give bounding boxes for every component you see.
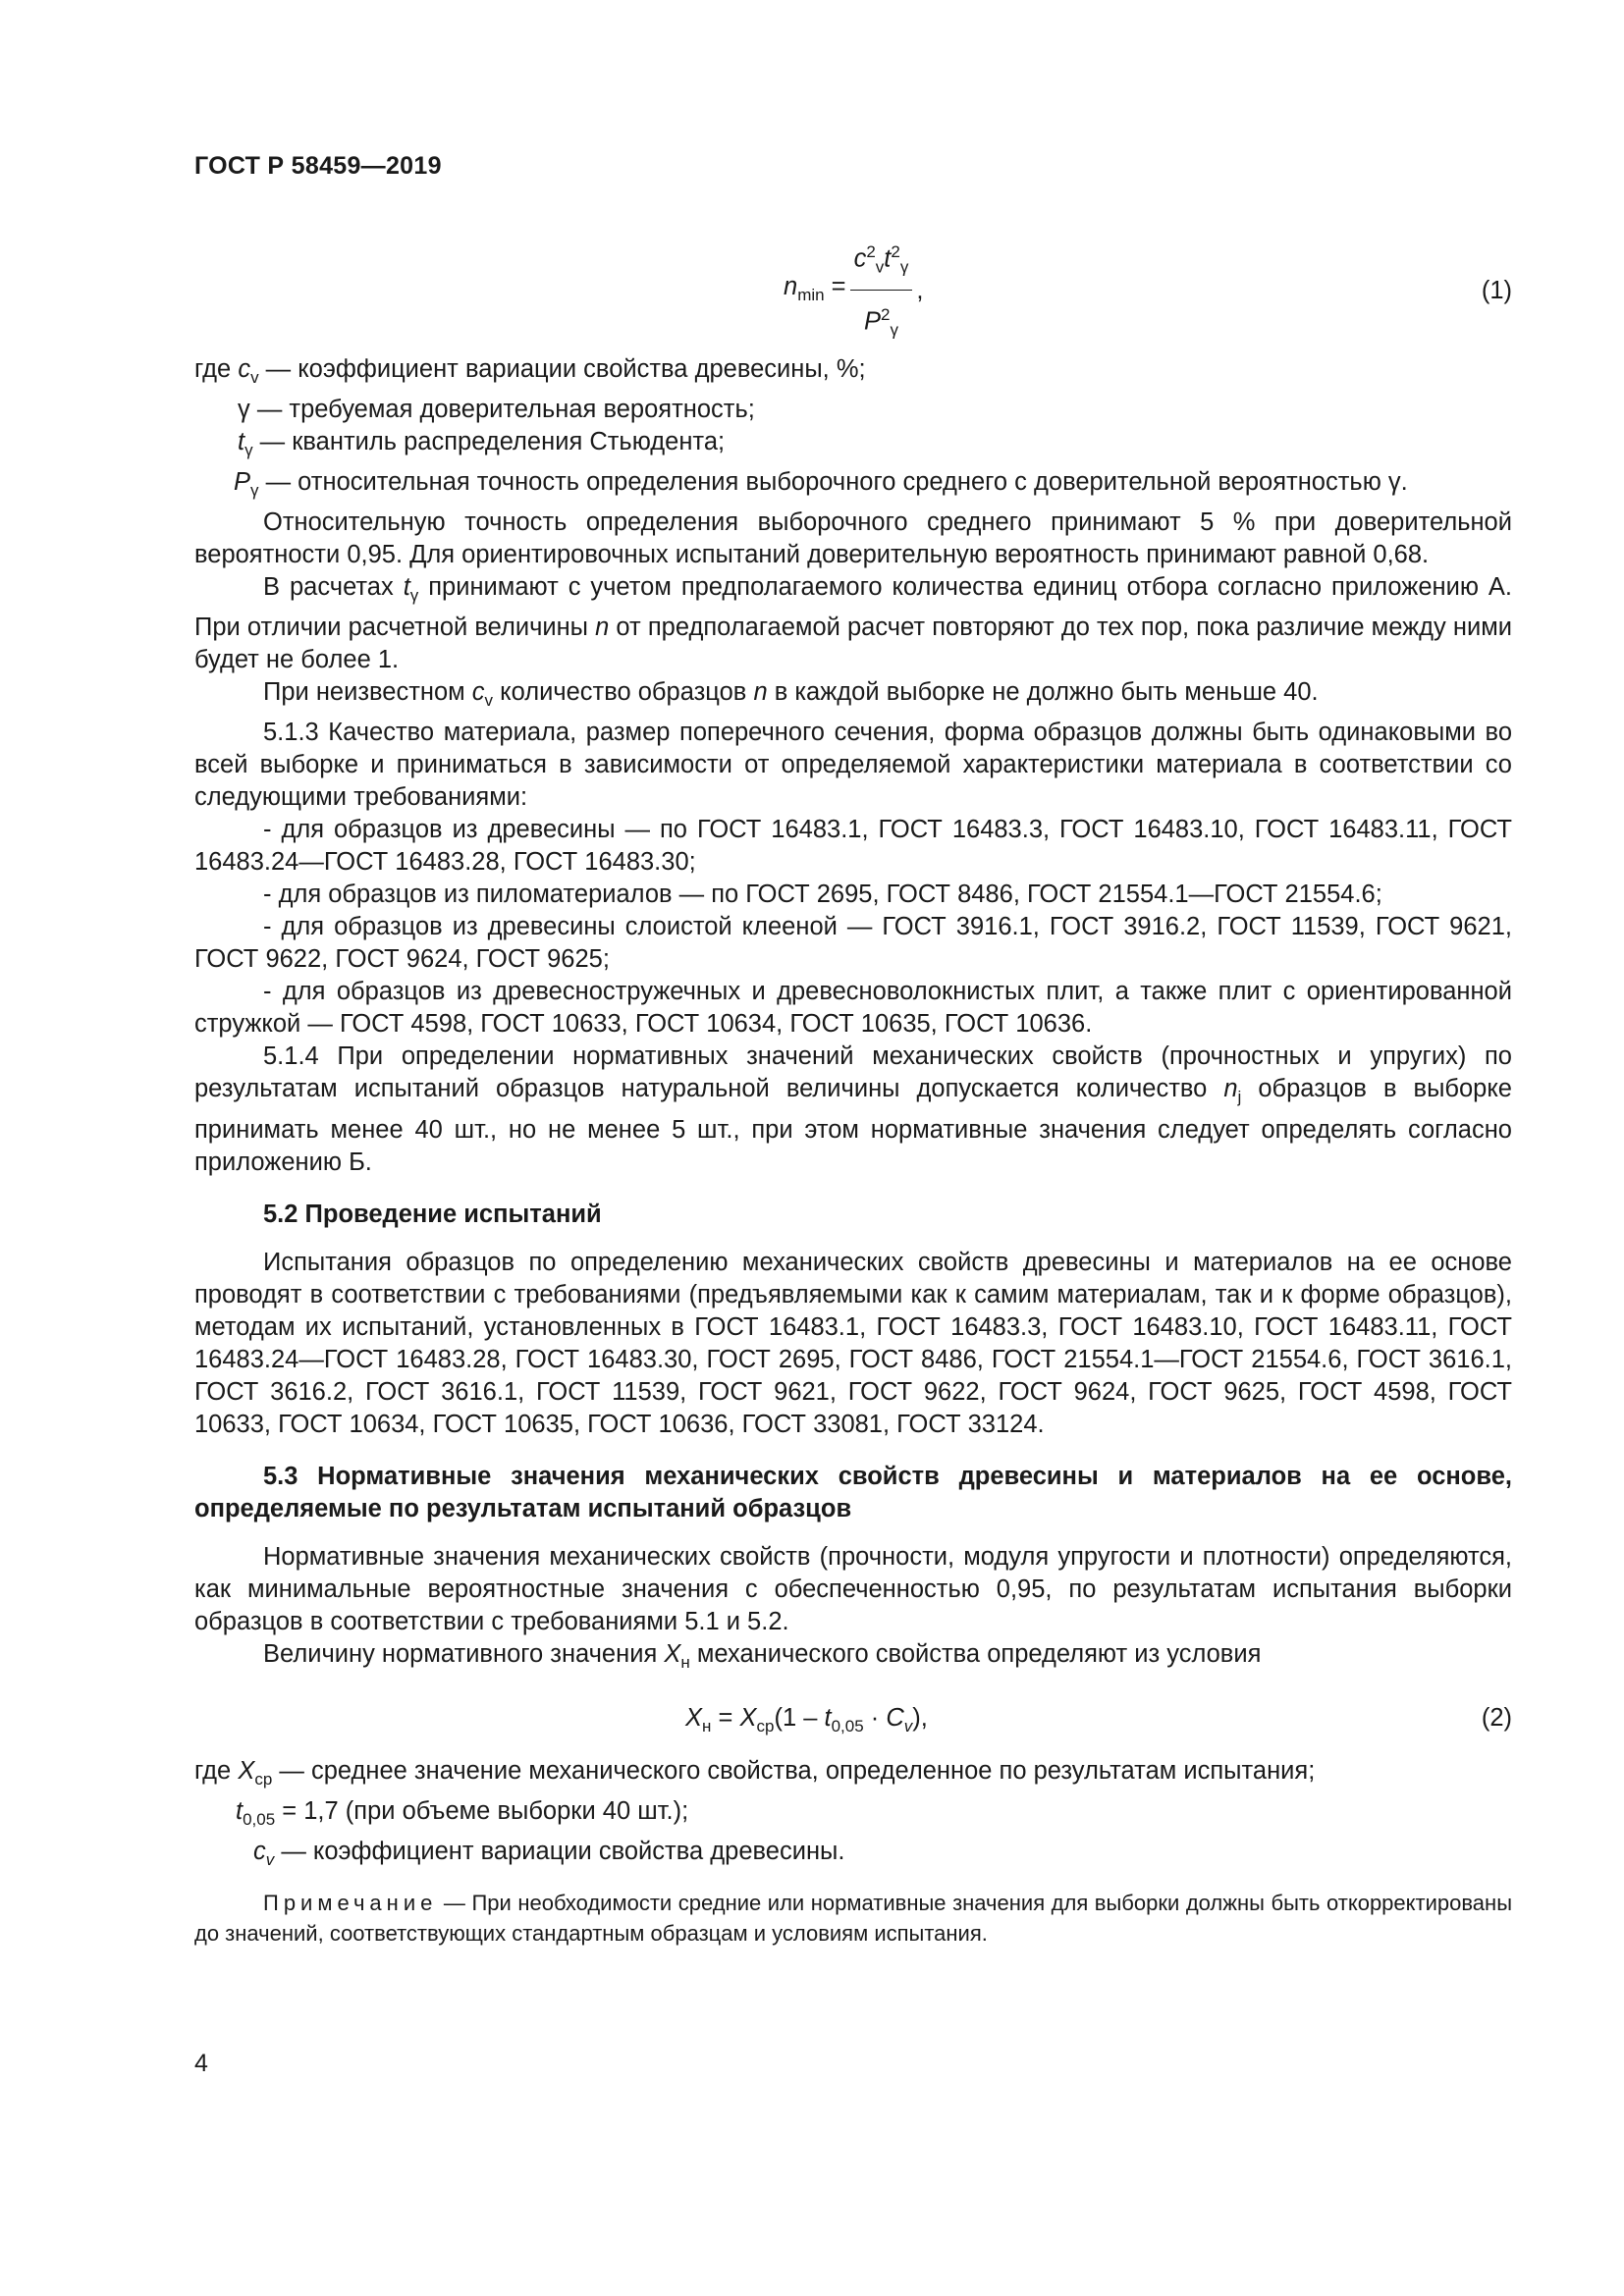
section-heading-5-3: 5.3 Нормативные значения механических свойств древесины и материалов на ее основе, определяемые по результатам испытаний образцов [194, 1462, 1512, 1522]
paragraph-calculation: В расчетах $t_\gamma$ принимают с учетом предполагаемого количества единиц отбора согласно приложению А. При отличии расчетной величины n от предполагаемой расчет повторяют до тех пор, пока различие между ними будет не более 1. [194, 573, 1512, 674]
paragraph-5-1-3: 5.1.3 Качество материала, размер поперечного сечения, форма образцов должны быть одинаковыми во всей выборке и приниматься в зависимости от определяемой характеристики материала в соответствии со следующими требованиями: [194, 719, 1512, 812]
formula-2-expression: $X_н = X_{ср}(1 - t_{0,05} \cdot C_v)$, [685, 1703, 928, 1735]
paragraph-5-3-values: Нормативные значения механических свойств (прочности, модуля упругости и плотности) определяются, как минимальные вероятностные значения с обеспеченностью 0,95, по результатам испытания выборки образцов в соответствии с требованиями 5.1 и 5.2. [194, 1542, 1512, 1635]
paragraph-5-1-4: 5.1.4 При определении нормативных значений механических свойств (прочностных и упругих) по результатам испытаний образцов натуральной величины допускается количество $n_j$ образцов в выборке принимать менее 40 шт., но не менее 5 шт., при этом нормативные значения следует определять согласно приложению Б. [194, 1042, 1512, 1176]
formula-1-expression: $n_{min}$ = $\frac{c^2_vt^2_\gamma}{P^2_\gamma}$ , [784, 236, 923, 346]
section-heading-5-2: 5.2 Проведение испытаний [263, 1200, 602, 1228]
definition-gamma: γ — требуемая доверительная вероятность; [238, 396, 755, 424]
note-label: Примечание [263, 1890, 438, 1915]
list-item: - для образцов из древесностружечных и древесноволокнистых плит, а также плит с ориентированной стружкой — ГОСТ 4598, ГОСТ 10633, ГОСТ 10634, ГОСТ 10635, ГОСТ 10636. [194, 978, 1512, 1039]
page-number: 4 [194, 2050, 208, 2077]
note: Примечание — При необходимости средние или нормативные значения для выборки должны быть откорректированы до значений, соответствующих стандартным образцам и условиям испытания. [194, 1890, 1512, 1946]
list-item: - для образцов из пиломатериалов — по ГОСТ 2695, ГОСТ 8486, ГОСТ 21554.1—ГОСТ 21554.6; [263, 881, 1382, 909]
definition-t005: $t_{0,05} = 1,7$ (при объеме выборки 40 шт.); [236, 1796, 689, 1829]
definition-t: $t_\gamma$ — квантиль распределения Стьюдента; [238, 428, 726, 460]
list-item: - для образцов из древесины слоистой клееной — ГОСТ 3916.1, ГОСТ 3916.2, ГОСТ 11539, ГОСТ 9621, ГОСТ 9622, ГОСТ 9624, ГОСТ 9625; [194, 913, 1512, 974]
formula-2 [194, 1690, 1512, 1755]
document-header: ГОСТ Р 58459—2019 [194, 152, 442, 180]
definition-cv-2: $c_v$ — коэффициент вариации свойства древесины. [253, 1837, 845, 1869]
formula-1-fraction: $\frac{c^2_vt^2_\gamma}{P^2_\gamma}$ [850, 236, 913, 346]
paragraph-accuracy: Относительную точность определения выборочного среднего принимают 5 % при доверительной вероятности 0,95. Для ориентировочных испытаний доверительную вероятность принимают равной 0,68. [194, 508, 1512, 569]
formula-1-number: (1) [1481, 277, 1512, 304]
list-item: - для образцов из древесины — по ГОСТ 16483.1, ГОСТ 16483.3, ГОСТ 16483.10, ГОСТ 16483.11, ГОСТ 16483.24—ГОСТ 16483.28, ГОСТ 16483.30; [194, 816, 1512, 877]
definition-xcp: где $X_{ср}$ — среднее значение механического свойства, определенное по результатам испытания; [194, 1756, 1316, 1789]
definition-cv: где $c_v$ — коэффициент вариации свойства древесины, %; [194, 355, 866, 388]
paragraph-unknown-cv: При неизвестном $c_v$ количество образцов n в каждой выборке не должно быть меньше 40. [263, 678, 1319, 711]
formula-2-number: (2) [1481, 1703, 1512, 1732]
definition-p: $P_\gamma$ — относительная точность определения выборочного среднего с доверительной вероятностью γ. [234, 468, 1408, 501]
paragraph-5-3-condition: Величину нормативного значения $X_н$ механического свойства определяют из условия [263, 1639, 1262, 1672]
formula-1 [194, 226, 1512, 353]
paragraph-5-2: Испытания образцов по определению механических свойств древесины и материалов на ее основе проводят в соответствии с требованиями (предъявляемыми как к самим материалам, так и к форме образцов), методам их испытаний, установленных в ГОСТ 16483.1, ГОСТ 16483.3, ГОСТ 16483.10, ГОСТ 16483.11, ГОСТ 16483.24—ГОСТ 16483.28, ГОСТ 16483.30, ГОСТ 2695, ГОСТ 8486, ГОСТ 21554.1—ГОСТ 21554.6, ГОСТ 3616.1, ГОСТ 3616.2, ГОСТ 3616.1, ГОСТ 11539, ГОСТ 9621, ГОСТ 9622, ГОСТ 9624, ГОСТ 9625, ГОСТ 4598, ГОСТ 10633, ГОСТ 10634, ГОСТ 10635, ГОСТ 10636, ГОСТ 33081, ГОСТ 33124. [194, 1248, 1512, 1438]
page-content [194, 226, 1512, 1949]
